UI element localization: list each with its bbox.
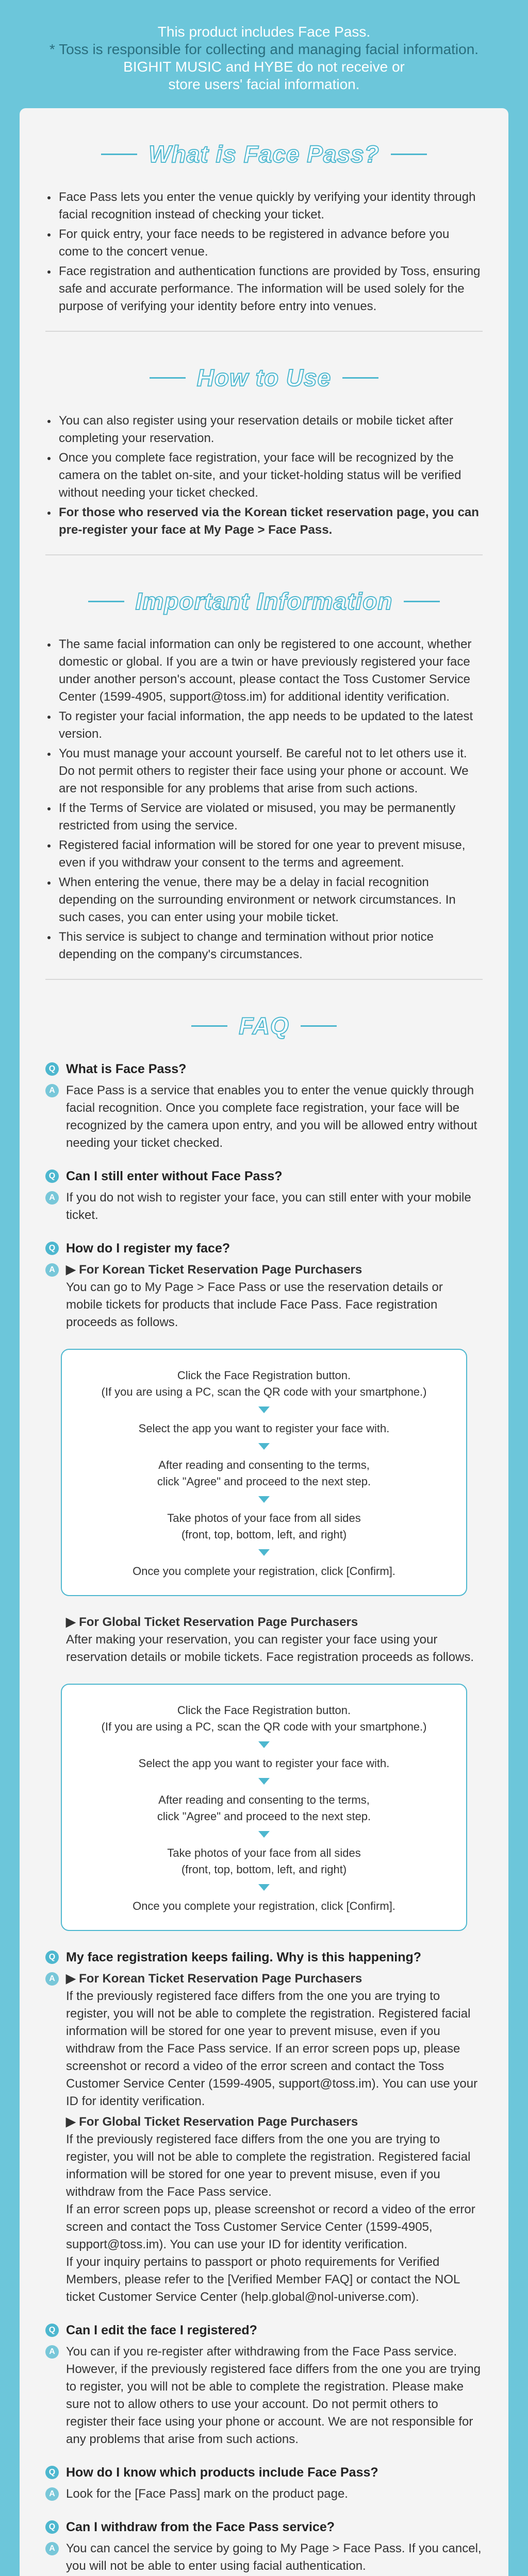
important-bullets xyxy=(45,636,483,963)
section-title-text: What is Face Pass? xyxy=(148,141,380,167)
answer-body xyxy=(66,1970,483,2306)
registration-steps-global xyxy=(61,1684,467,1931)
global-purchaser-text-2: If an error screen pops up, please screenshot or record a video of the error screen and contact the Toss Customer Service Center (1599-4905, support@toss.im). You can use your ID for identity verification. xyxy=(66,2202,475,2251)
faq-item-6 xyxy=(45,2464,483,2503)
bullet-item: When entering the venue, there may be a delay in facial recognition depending on the surrounding environment or network circumstances. In such cases, you can enter using your mobile ticket. xyxy=(45,874,483,926)
title-line-right xyxy=(391,154,427,155)
answer-text: You can if you re-register after withdrawing from the Face Pass service. However, if the previously registered face differs from the one you are trying to register, you will not be able to complete the registration. Please make sure not to allow others to use your account. Do not permit others to register their face using your phone or account. We are not responsible for any problems that arise from such actions. xyxy=(66,2345,481,2446)
faq-question xyxy=(45,1060,483,1078)
global-purchaser-text-3: If your inquiry pertains to passport or photo requirements for Verified Members, please refer to the [Verified Member FAQ] or contact the NOL ticket Customer Service Center (help.global@nol-universe.com). xyxy=(66,2255,460,2304)
step-select-app: Select the app you want to register your face with. xyxy=(138,1422,390,1435)
faq-item-2 xyxy=(45,1167,483,1224)
bullet-item: You must manage your account yourself. Be careful not to let others use it. Do not permit others to register their face using your phone or account. We are not responsible for any problems that arise from such actions. xyxy=(45,745,483,798)
arrow-down-icon xyxy=(258,1549,270,1556)
section-title-text: Important Information xyxy=(135,588,393,615)
title-line-left xyxy=(88,601,124,602)
faq-question xyxy=(45,2321,483,2339)
faq-question xyxy=(45,1240,483,1257)
faq-answer xyxy=(45,1261,483,1331)
title-line-right xyxy=(342,377,378,379)
faq-question xyxy=(45,1167,483,1185)
answer-text: You can cancel the service by going to My Page > Face Pass. If you cancel, you will not be able to enter using facial authentication. xyxy=(66,2541,482,2573)
question-text: How do I know which products include Face Pass? xyxy=(66,2465,378,2480)
what-bullets xyxy=(45,189,483,315)
bullet-item-korean-preregister: For those who reserved via the Korean ticket reservation page, you can pre-register your face at My Page > Face Pass. xyxy=(45,504,483,539)
korean-purchaser-text: You can go to My Page > Face Pass or use the reservation details or mobile tickets for products that include Face Pass. Face registration proceeds as follows. xyxy=(66,1280,443,1329)
section-divider xyxy=(45,331,483,332)
faq-item-3 xyxy=(45,1240,483,1931)
step-take-photos: Take photos of your face from all sides (front, top, bottom, left, and right) xyxy=(167,1512,361,1541)
step-click-registration: Click the Face Registration button. (If you are using a PC, scan the QR code with your smartphone.) xyxy=(101,1369,427,1398)
section-title-what xyxy=(45,140,483,168)
section-title-important xyxy=(45,587,483,615)
answer-badge-icon: A xyxy=(45,1972,59,1986)
bullet-item: Once you complete face registration, your face will be recognized by the camera on the tablet on-site, and your ticket-holding status will be verified without needing your ticket checked. xyxy=(45,449,483,502)
registration-steps-korean xyxy=(61,1349,467,1596)
notice-line-1: This product includes Face Pass. xyxy=(157,24,371,40)
arrow-down-icon xyxy=(258,1443,270,1450)
notice-line-4: store users' facial information. xyxy=(168,76,360,92)
answer-body xyxy=(66,1614,483,1666)
faq-item-4 xyxy=(45,1948,483,2306)
faq-answer xyxy=(45,2485,483,2503)
answer-badge-icon: A xyxy=(45,1084,59,1097)
question-text: What is Face Pass? xyxy=(66,1062,187,1076)
section-divider xyxy=(45,979,483,980)
faq-answer xyxy=(45,1970,483,2306)
section-title-text: How to Use xyxy=(196,364,332,391)
faq-item-7 xyxy=(45,2518,483,2575)
question-badge-icon: Q xyxy=(45,1951,59,1964)
question-badge-icon: Q xyxy=(45,1062,59,1076)
section-title-text: FAQ xyxy=(239,1012,289,1039)
question-text: Can I edit the face I registered? xyxy=(66,2323,257,2337)
faq-question xyxy=(45,2518,483,2536)
title-line-left xyxy=(101,154,137,155)
question-text: My face registration keeps failing. Why is this happening? xyxy=(66,1950,422,1964)
how-bullets xyxy=(45,412,483,539)
faq-answer-global xyxy=(45,1614,483,1666)
answer-text: Look for the [Face Pass] mark on the product page. xyxy=(66,2487,348,2501)
bullet-item: Face Pass lets you enter the venue quickly by verifying your identity through facial recognition instead of checking your ticket. xyxy=(45,189,483,224)
step-click-registration: Click the Face Registration button. (If you are using a PC, scan the QR code with your smartphone.) xyxy=(101,1704,427,1733)
step-confirm: Once you complete your registration, click [Confirm]. xyxy=(133,1900,395,1912)
bullet-item: For quick entry, your face needs to be registered in advance before you come to the concert venue. xyxy=(45,226,483,261)
bullet-item: The same facial information can only be registered to one account, whether domestic or global. If you are a twin or have previously registered your face under another person's account, please contact the Toss Customer Service Center (1599-4905, support@toss.im) for additional identity verification. xyxy=(45,636,483,706)
faq-question xyxy=(45,1948,483,1966)
title-line-left xyxy=(150,377,186,379)
arrow-down-icon xyxy=(258,1496,270,1503)
bullet-item: Face registration and authentication functions are provided by Toss, ensuring safe and accurate performance. The information will be used solely for the purpose of verifying your identity before entry into venues. xyxy=(45,263,483,315)
global-purchaser-text: After making your reservation, you can register your face using your reservation details or mobile tickets. Face registration proceeds as follows. xyxy=(66,1633,474,1664)
arrow-down-icon xyxy=(258,1884,270,1891)
title-line-right xyxy=(404,601,440,602)
step-agree-terms: After reading and consenting to the terms, click "Agree" and proceed to the next step. xyxy=(157,1459,371,1488)
global-purchaser-text-1: If the previously registered face differs from the one you are trying to register, you will not be able to complete the registration. Registered facial information will be stored for one year to prevent misuse, even if you withdraw from the Face Pass service. xyxy=(66,2132,471,2199)
answer-text: Face Pass is a service that enables you to enter the venue quickly through facial recognition. Once you complete face registration, your face will be recognized by the camera upon entry, and you will be allowed entry without needing your ticket checked. xyxy=(66,1083,477,1150)
arrow-down-icon xyxy=(258,1741,270,1748)
question-text: Can I still enter without Face Pass? xyxy=(66,1169,283,1183)
question-badge-icon: Q xyxy=(45,1242,59,1255)
faq-answer xyxy=(45,2540,483,2575)
step-take-photos: Take photos of your face from all sides (front, top, bottom, left, and right) xyxy=(167,1846,361,1876)
answer-badge-icon: A xyxy=(45,2487,59,2501)
answer-body xyxy=(66,1261,483,1331)
faq-answer xyxy=(45,1082,483,1152)
question-badge-icon: Q xyxy=(45,1170,59,1183)
question-text: Can I withdraw from the Face Pass service? xyxy=(66,2520,335,2534)
bullet-item: You can also register using your reservation details or mobile ticket after completing your reservation. xyxy=(45,412,483,447)
answer-text: If you do not wish to register your face, you can still enter with your mobile ticket. xyxy=(66,1191,471,1222)
section-divider xyxy=(45,554,483,555)
question-badge-icon: Q xyxy=(45,2466,59,2479)
global-purchaser-heading: ▶ For Global Ticket Reservation Page Purchasers xyxy=(66,2115,358,2129)
info-card xyxy=(20,108,508,2576)
answer-badge-icon: A xyxy=(45,1263,59,1277)
answer-badge-icon: A xyxy=(45,1191,59,1205)
korean-purchaser-heading: ▶ For Korean Ticket Reservation Page Purchasers xyxy=(66,1263,362,1277)
arrow-down-icon xyxy=(258,1406,270,1413)
faq-question xyxy=(45,2464,483,2481)
notice-line-2: * Toss is responsible for collecting and managing facial information. xyxy=(49,41,479,57)
title-line-left xyxy=(191,1025,227,1027)
bullet-item: If the Terms of Service are violated or misused, you may be permanently restricted from using the service. xyxy=(45,800,483,835)
title-line-right xyxy=(301,1025,337,1027)
step-select-app: Select the app you want to register your face with. xyxy=(138,1757,390,1770)
faq-answer xyxy=(45,2343,483,2448)
bullet-item: To register your facial information, the app needs to be updated to the latest version. xyxy=(45,708,483,743)
section-title-how xyxy=(45,364,483,392)
question-text: How do I register my face? xyxy=(66,1241,230,1256)
answer-badge-icon: A xyxy=(45,2345,59,2359)
arrow-down-icon xyxy=(258,1778,270,1785)
faq-item-1 xyxy=(45,1060,483,1152)
section-title-faq xyxy=(45,1012,483,1040)
face-pass-notice xyxy=(0,0,528,98)
answer-badge-icon: A xyxy=(45,2542,59,2555)
question-badge-icon: Q xyxy=(45,2520,59,2534)
bullet-item: Registered facial information will be stored for one year to prevent misuse, even if you withdraw your consent to the terms and agreement. xyxy=(45,837,483,872)
step-confirm: Once you complete your registration, click [Confirm]. xyxy=(133,1565,395,1578)
korean-purchaser-text: If the previously registered face differs from the one you are trying to register, you will not be able to complete the registration. Registered facial information will be stored for one year to prevent misuse, even if you withdraw from the Face Pass service. If an error screen pops up, please screenshot or record a video of the error screen and contact the Toss Customer Service Center (1599-4905, support@toss.im). You can use your ID for identity verification. xyxy=(66,1989,478,2108)
bullet-item: This service is subject to change and termination without prior notice depending on the company's circumstances. xyxy=(45,928,483,963)
question-badge-icon: Q xyxy=(45,2324,59,2337)
korean-purchaser-heading: ▶ For Korean Ticket Reservation Page Purchasers xyxy=(66,1972,362,1986)
step-agree-terms: After reading and consenting to the terms, click "Agree" and proceed to the next step. xyxy=(157,1793,371,1823)
notice-line-3: BIGHIT MUSIC and HYBE do not receive or xyxy=(123,59,405,75)
global-purchaser-heading: ▶ For Global Ticket Reservation Page Purchasers xyxy=(66,1615,358,1629)
faq-item-5 xyxy=(45,2321,483,2448)
faq-answer xyxy=(45,1189,483,1224)
arrow-down-icon xyxy=(258,1831,270,1838)
